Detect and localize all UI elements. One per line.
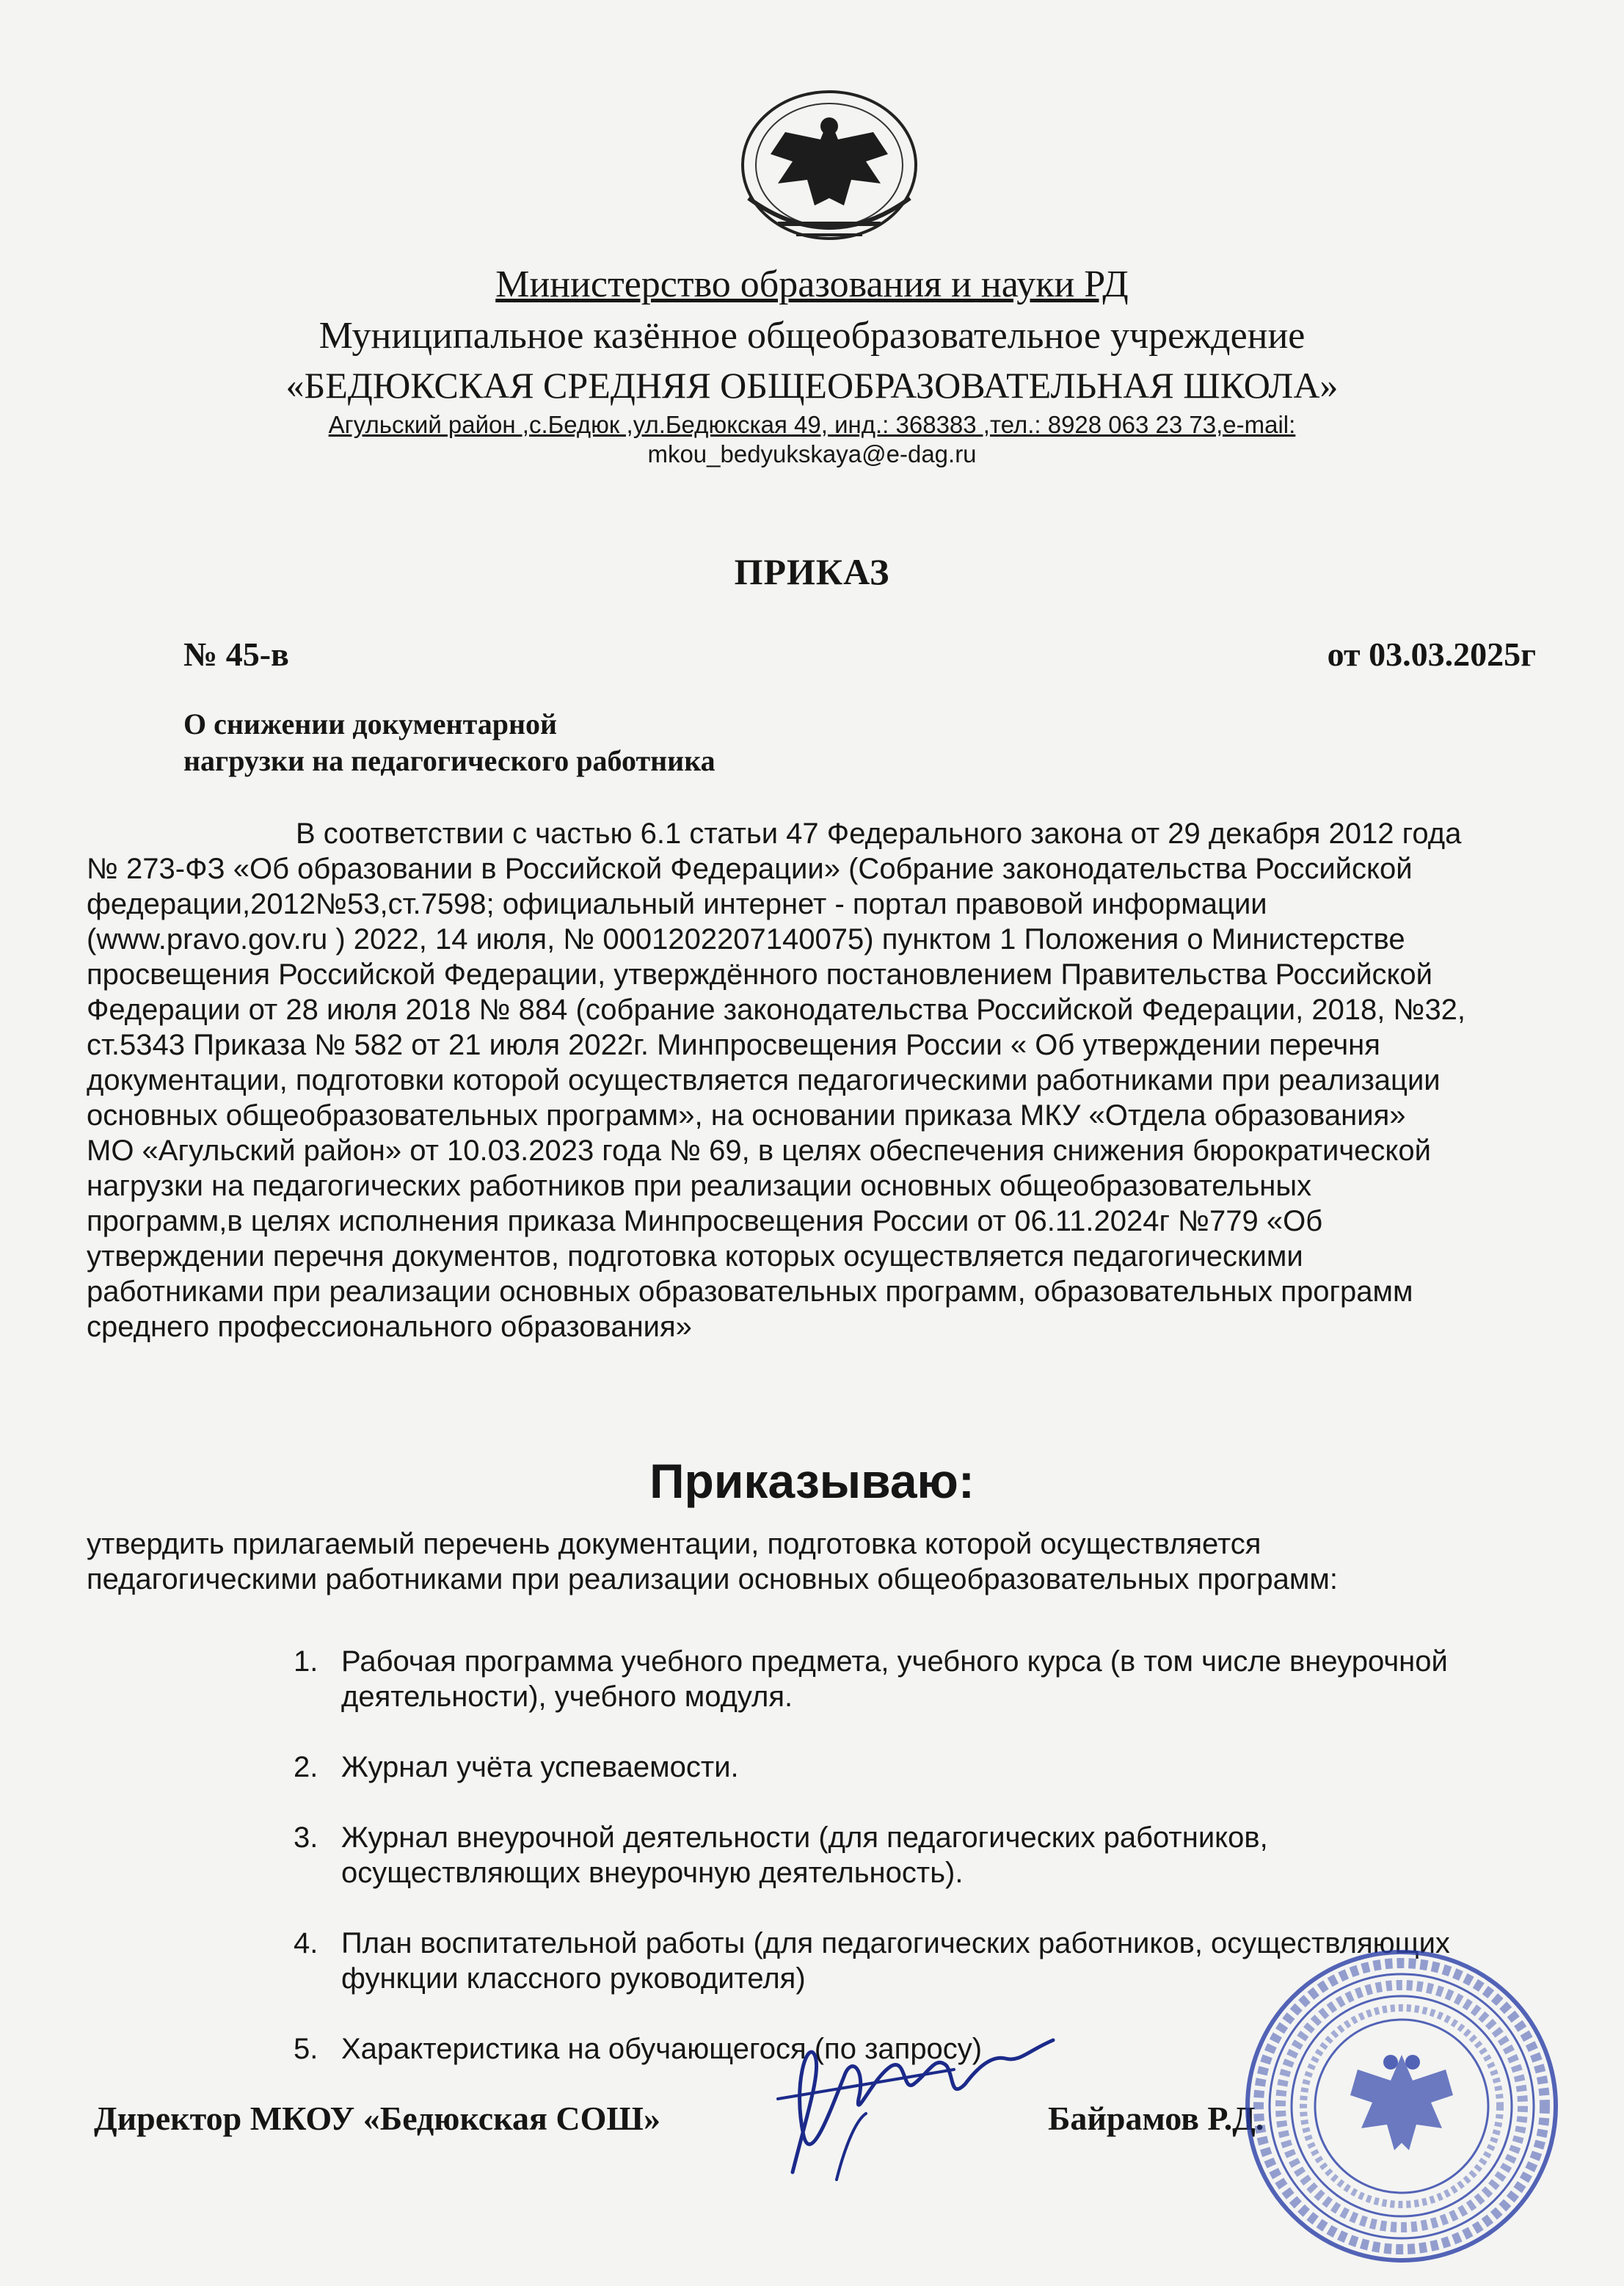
subject-line: нагрузки на педагогического работника [183, 744, 715, 777]
order-number: № 45-в [183, 636, 289, 673]
list-item-number: 5. [294, 2033, 318, 2065]
school-address: Агульский район ,с.Бедюк ,ул.Бедюкская 49, инд.: 368383 ,тел.: 8928 063 23 73,e-mail: [328, 411, 1296, 438]
order-title: ПРИКАЗ [734, 551, 890, 592]
preamble-line: утверждении перечня документов, подготовка которых осуществляется педагогическими [87, 1240, 1303, 1273]
preamble-line: В соответствии с частью 6.1 статьи 47 Федерального закона от 29 декабря 2012 года [296, 818, 1462, 850]
preamble-line: федерации,2012№53,ст.7598; официальный интернет - портал правовой информации [87, 888, 1267, 920]
list-item-text: Характеристика на обучающегося (по запросу) [341, 2033, 983, 2065]
list-item-number: 3. [294, 1821, 318, 1854]
official-seal-icon [1240, 1945, 1563, 2268]
preamble-line: нагрузки на педагогических работников при реализации основных общеобразовательных [87, 1170, 1312, 1202]
preamble-line: № 273-ФЗ «Об образовании в Российской Федерации» (Собрание законодательства Российской [87, 853, 1413, 885]
list-item-text: Журнал учёта успеваемости. [341, 1751, 739, 1783]
list-item-number: 1. [294, 1645, 318, 1678]
preamble-line: МО «Агульский район» от 10.03.2023 года № 69, в целях обеспечения снижения бюрократической [87, 1135, 1431, 1167]
signature-icon [763, 2025, 1057, 2187]
director-name: Байрамов Р.Д. [1048, 2100, 1264, 2137]
intro-line: утвердить прилагаемый перечень документации, подготовка которой осуществляется [87, 1528, 1261, 1560]
list-item-text: План воспитательной работы (для педагогических работников, осуществляющих [341, 1927, 1450, 1959]
subject-line: О снижении документарной [183, 707, 558, 740]
intro-line: педагогическими работниками при реализации основных общеобразовательных программ: [87, 1563, 1338, 1595]
school-name: «БЕДЮКСКАЯ СРЕДНЯЯ ОБЩЕОБРАЗОВАТЕЛЬНАЯ ШКОЛА» [285, 365, 1339, 406]
list-item [294, 1750, 1450, 1785]
ministry-name: Министерство образования и науки РД [495, 263, 1129, 305]
list-item-number: 2. [294, 1751, 318, 1783]
preamble-line: просвещения Российской Федерации, утверждённого постановлением Правительства Российской [87, 958, 1433, 991]
list-item-text: функции классного руководителя) [341, 1962, 806, 1995]
preamble-line: работниками при реализации основных образовательных программ, образовательных программ [87, 1275, 1413, 1308]
director-position: Директор МКОУ «Бедюкская СОШ» [94, 2100, 660, 2137]
preamble-line: Федерации от 28 июля 2018 № 884 (собрание законодательства Российской Федерации, 2018, №32, [87, 994, 1466, 1026]
order-date: от 03.03.2025г [1327, 636, 1536, 673]
list-item-text: Журнал внеурочной деятельности (для педагогических работников, [341, 1821, 1268, 1854]
list-item [294, 1820, 1450, 1890]
order-subject [183, 706, 715, 779]
institution-type: Муниципальное казённое общеобразовательное учреждение [318, 315, 1306, 357]
preamble-line: (www.pravo.gov.ru ) 2022, 14 июля, № 0001202207140075) пунктом 1 Положения о Министерстве [87, 923, 1405, 955]
school-email: mkou_bedyukskaya@e-dag.ru [647, 440, 977, 467]
decree-heading: Приказываю: [649, 1454, 975, 1508]
decree-intro [87, 1526, 1338, 1597]
preamble-line: ст.5343 Приказа № 582 от 21 июля 2022г. Минпросвещения России « Об утверждении перечня [87, 1029, 1380, 1061]
preamble-text [87, 816, 1547, 1344]
preamble-line: среднего профессионального образования» [87, 1311, 692, 1343]
list-item-number: 4. [294, 1927, 318, 1959]
list-item [294, 1644, 1450, 1714]
list-item-text: деятельности), учебного модуля. [341, 1681, 793, 1713]
coat-of-arms-icon [734, 88, 925, 257]
preamble-line: основных общеобразовательных программ», на основании приказа МКУ «Отдела образования» [87, 1099, 1406, 1132]
preamble-line: программ,в целях исполнения приказа Минпросвещения России от 06.11.2024г №779 «Об [87, 1205, 1323, 1237]
list-item-text: осуществляющих внеурочную деятельность). [341, 1857, 964, 1889]
list-item-text: Рабочая программа учебного предмета, учебного курса (в том числе внеурочной [341, 1645, 1448, 1678]
preamble-line: документации, подготовки которой осуществляется педагогическими работниками при реализации [87, 1064, 1441, 1096]
